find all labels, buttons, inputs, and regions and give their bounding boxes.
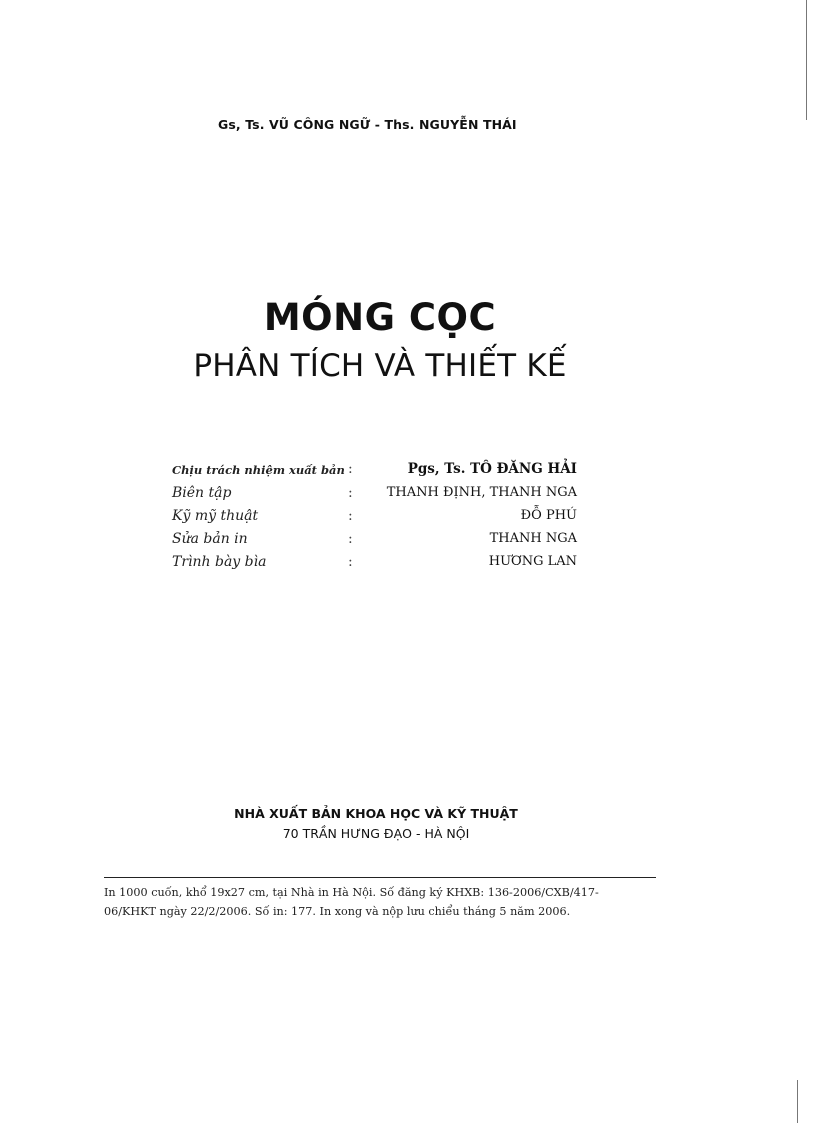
book-subtitle: PHÂN TÍCH VÀ THIẾT KẾ [193,348,567,384]
divider-rule [104,877,656,878]
credit-name: HƯƠNG LAN [488,554,577,569]
credit-colon: : [348,554,353,570]
credits-row [172,485,577,508]
credit-colon: : [348,508,353,524]
credits-row [172,508,577,531]
credit-role: Kỹ mỹ thuật [172,508,259,524]
credit-colon: : [348,485,353,501]
credit-role: Trình bày bìa [172,554,267,570]
credit-name: THANH ĐỊNH, THANH NGA [386,485,577,500]
publisher-name: NHÀ XUẤT BẢN KHOA HỌC VÀ KỸ THUẬT [234,806,518,821]
credit-name: THANH NGA [489,531,577,546]
credits-row [172,531,577,554]
book-title: MÓNG CỌC [263,296,497,339]
credit-name: Pgs, Ts. TÔ ĐĂNG HẢI [407,461,577,477]
credit-colon: : [348,461,353,477]
credit-role: Chịu trách nhiệm xuất bản [172,463,345,477]
credits-row [172,461,577,484]
credit-name: ĐỖ PHÚ [520,508,577,523]
publisher-address: 70 TRẦN HƯNG ĐẠO - HÀ NỘI [282,826,470,841]
scan-edge-line-top [806,0,807,120]
authors-line: Gs, Ts. VŨ CÔNG NGỮ - Ths. NGUYỄN THÁI [218,117,517,132]
credits-row [172,554,577,577]
credit-role: Sửa bản in [172,531,248,547]
scan-edge-line-bottom [797,1080,798,1123]
colophon-line: 06/KHKT ngày 22/2/2006. Số in: 177. In xong và nộp lưu chiểu tháng 5 năm 2006. [104,905,571,918]
colophon [104,883,664,921]
credit-colon: : [348,531,353,547]
colophon-line: In 1000 cuốn, khổ 19x27 cm, tại Nhà in Hà Nội. Số đăng ký KHXB: 136-2006/CXB/417- [104,886,599,899]
credit-role: Biên tập [172,485,232,501]
